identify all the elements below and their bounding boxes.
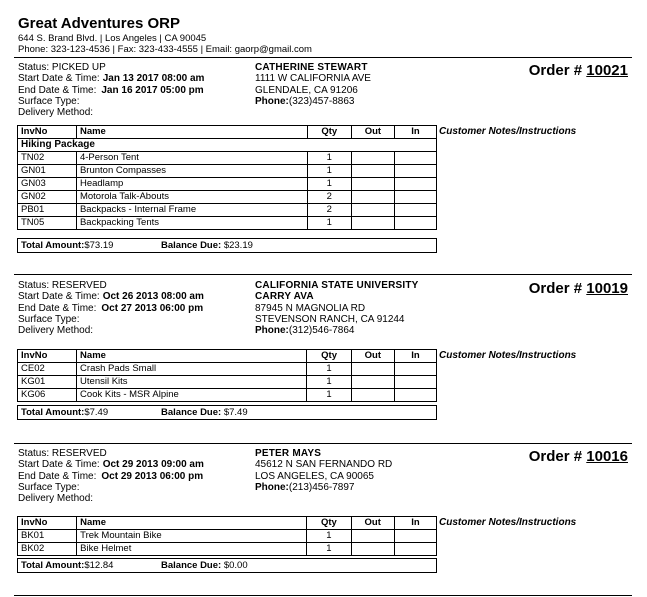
customer-phone: (213)456-7897 xyxy=(288,481,355,493)
customer-contact-name: CARRY AVA xyxy=(255,291,314,303)
item-out-cell[interactable] xyxy=(351,178,394,191)
order-card xyxy=(14,57,632,257)
item-qty: 1 xyxy=(307,152,351,165)
customer-address-2: STEVENSON RANCH, CA 91244 xyxy=(255,313,405,325)
end-value: Oct 27 2013 06:00 pm xyxy=(101,302,204,314)
item-in-cell[interactable] xyxy=(395,152,437,165)
item-invno: BK02 xyxy=(18,543,77,556)
items-table xyxy=(17,349,437,402)
balance-value: $0.00 xyxy=(223,560,248,571)
company-name: Great Adventures ORP xyxy=(18,15,180,32)
col-qty: Qty xyxy=(307,350,351,363)
delivery-label: Delivery Method: xyxy=(18,107,94,119)
order-info xyxy=(18,280,204,336)
item-qty: 2 xyxy=(307,191,351,204)
end-value: Oct 29 2013 06:00 pm xyxy=(101,470,204,482)
item-invno: BK01 xyxy=(18,530,77,543)
totals-bar xyxy=(17,558,437,573)
item-name: Bike Helmet xyxy=(77,543,307,556)
col-out: Out xyxy=(351,517,394,530)
balance-group xyxy=(158,239,253,252)
item-name: Brunton Compasses xyxy=(76,165,307,178)
total-value: $12.84 xyxy=(84,560,114,571)
company-address: 644 S. Brand Blvd. | Los Angeles | CA 90045 xyxy=(18,33,207,44)
item-in-cell[interactable] xyxy=(394,376,436,389)
item-in-cell[interactable] xyxy=(394,543,436,556)
end-label: End Date & Time: xyxy=(18,470,97,482)
item-name: Motorola Talk-Abouts xyxy=(76,191,307,204)
customer-address-2: LOS ANGELES, CA 90065 xyxy=(255,470,374,482)
item-name: Trek Mountain Bike xyxy=(77,530,307,543)
phone-label: Phone: xyxy=(255,325,289,337)
col-name: Name xyxy=(76,126,307,139)
surface-label: Surface Type: xyxy=(18,313,80,325)
order-number-link[interactable]: 10019 xyxy=(586,280,628,297)
order-separator xyxy=(14,443,632,444)
item-qty: 1 xyxy=(307,530,351,543)
item-out-cell[interactable] xyxy=(351,543,394,556)
table-row xyxy=(18,376,437,389)
order-card xyxy=(14,443,632,597)
customer-notes-label: Customer Notes/Instructions xyxy=(439,517,577,528)
item-out-cell[interactable] xyxy=(351,191,394,204)
end-label: End Date & Time: xyxy=(18,302,97,314)
package-name: Hiking Package xyxy=(18,139,437,152)
col-in: In xyxy=(395,126,437,139)
item-in-cell[interactable] xyxy=(394,530,436,543)
order-number xyxy=(529,448,628,465)
start-value: Jan 13 2017 08:00 am xyxy=(102,73,205,85)
customer-phone: (323)457-8863 xyxy=(288,95,355,107)
table-row xyxy=(18,530,437,543)
surface-label: Surface Type: xyxy=(18,95,80,107)
customer-address-1: 87945 N MAGNOLIA RD xyxy=(255,302,366,314)
item-name: Cook Kits - MSR Alpine xyxy=(77,389,307,402)
balance-value: $7.49 xyxy=(223,407,248,418)
item-name: Headlamp xyxy=(76,178,307,191)
item-out-cell[interactable] xyxy=(351,389,394,402)
customer-notes-label: Customer Notes/Instructions xyxy=(439,126,577,137)
balance-label: Balance Due: xyxy=(161,240,222,251)
customer-address-1: 45612 N SAN FERNANDO RD xyxy=(255,459,393,471)
table-row xyxy=(18,152,437,165)
order-number xyxy=(529,280,628,297)
order-status: Status: RESERVED xyxy=(18,448,107,459)
table-row xyxy=(18,165,437,178)
totals-bar xyxy=(17,238,437,253)
col-name: Name xyxy=(77,350,307,363)
order-number xyxy=(529,62,628,79)
item-qty: 2 xyxy=(307,204,351,217)
item-qty: 1 xyxy=(307,363,351,376)
item-out-cell[interactable] xyxy=(351,376,394,389)
order-info xyxy=(18,448,204,504)
item-name: Backpacking Tents xyxy=(76,217,307,230)
item-qty: 1 xyxy=(307,389,351,402)
item-qty: 1 xyxy=(307,165,351,178)
total-label: Total Amount: xyxy=(21,560,85,571)
col-qty: Qty xyxy=(307,517,351,530)
customer-info xyxy=(255,280,419,336)
col-qty: Qty xyxy=(307,126,351,139)
total-label: Total Amount: xyxy=(21,407,85,418)
order-status: Status: RESERVED xyxy=(18,280,107,291)
order-number-link[interactable]: 10016 xyxy=(586,448,628,465)
item-qty: 1 xyxy=(307,543,351,556)
customer-phone: (312)546-7864 xyxy=(288,325,355,337)
item-name: 4-Person Tent xyxy=(76,152,307,165)
order-separator xyxy=(14,57,632,58)
start-label: Start Date & Time: xyxy=(18,291,100,303)
item-name: Crash Pads Small xyxy=(77,363,307,376)
totals-bar xyxy=(17,405,437,420)
col-invno: InvNo xyxy=(18,517,77,530)
item-in-cell[interactable] xyxy=(395,191,437,204)
balance-group xyxy=(158,406,248,419)
item-qty: 1 xyxy=(307,376,351,389)
table-row xyxy=(18,217,437,230)
item-qty: 1 xyxy=(307,178,351,191)
item-invno: CE02 xyxy=(18,363,77,376)
item-invno: TN05 xyxy=(18,217,77,230)
col-in: In xyxy=(394,517,436,530)
total-label: Total Amount: xyxy=(21,240,85,251)
item-invno: TN02 xyxy=(18,152,77,165)
customer-address-2: GLENDALE, CA 91206 xyxy=(255,84,358,96)
order-number-label: Order # xyxy=(528,280,583,297)
table-row xyxy=(18,389,437,402)
item-invno: GN02 xyxy=(18,191,77,204)
delivery-label: Delivery Method: xyxy=(18,493,94,505)
item-in-cell[interactable] xyxy=(395,165,437,178)
order-card xyxy=(14,274,632,424)
company-contact: Phone: 323-123-4536 | Fax: 323-433-4555 | Email: gaorp@gmail.com xyxy=(18,44,312,55)
balance-value: $23.19 xyxy=(223,240,253,251)
item-out-cell[interactable] xyxy=(351,165,394,178)
col-name: Name xyxy=(77,517,307,530)
customer-name: CALIFORNIA STATE UNIVERSITY xyxy=(255,280,419,291)
order-separator xyxy=(14,274,632,275)
start-value: Oct 26 2013 08:00 am xyxy=(102,291,204,303)
table-row xyxy=(18,543,437,556)
package-row xyxy=(18,139,437,152)
customer-notes-label: Customer Notes/Instructions xyxy=(439,350,577,361)
total-value: $73.19 xyxy=(84,240,114,251)
item-out-cell[interactable] xyxy=(351,152,394,165)
phone-label: Phone: xyxy=(255,481,289,493)
delivery-label: Delivery Method: xyxy=(18,325,94,337)
table-row xyxy=(18,204,437,217)
item-in-cell[interactable] xyxy=(395,217,437,230)
col-invno: InvNo xyxy=(18,126,77,139)
balance-label: Balance Due: xyxy=(161,407,222,418)
phone-label: Phone: xyxy=(255,95,289,107)
items-table xyxy=(17,516,437,556)
customer-info xyxy=(255,448,392,493)
item-out-cell[interactable] xyxy=(351,204,394,217)
table-header xyxy=(18,126,437,139)
customer-name: CATHERINE STEWART xyxy=(255,62,368,73)
end-label: End Date & Time: xyxy=(18,84,97,96)
item-qty: 1 xyxy=(307,217,351,230)
order-status: Status: PICKED UP xyxy=(18,62,106,73)
item-name: Utensil Kits xyxy=(77,376,307,389)
order-info xyxy=(18,62,204,118)
customer-name: PETER MAYS xyxy=(255,448,322,459)
item-invno: KG06 xyxy=(18,389,77,402)
table-header xyxy=(18,517,437,530)
item-out-cell[interactable] xyxy=(351,363,394,376)
col-out: Out xyxy=(351,350,394,363)
table-row xyxy=(18,191,437,204)
order-separator xyxy=(14,595,632,596)
balance-label: Balance Due: xyxy=(161,560,222,571)
end-value: Jan 16 2017 05:00 pm xyxy=(101,84,204,96)
item-out-cell[interactable] xyxy=(351,217,394,230)
table-header xyxy=(18,350,437,363)
item-in-cell[interactable] xyxy=(395,178,437,191)
col-out: Out xyxy=(351,126,394,139)
item-invno: PB01 xyxy=(18,204,77,217)
item-in-cell[interactable] xyxy=(395,204,437,217)
surface-label: Surface Type: xyxy=(18,481,80,493)
item-in-cell[interactable] xyxy=(394,363,436,376)
table-row xyxy=(18,363,437,376)
col-invno: InvNo xyxy=(18,350,77,363)
item-invno: GN03 xyxy=(18,178,77,191)
start-label: Start Date & Time: xyxy=(18,459,100,471)
balance-group xyxy=(158,559,248,572)
start-value: Oct 29 2013 09:00 am xyxy=(102,459,204,471)
order-number-link[interactable]: 10021 xyxy=(586,62,628,79)
item-invno: KG01 xyxy=(18,376,77,389)
item-name: Backpacks - Internal Frame xyxy=(76,204,307,217)
start-label: Start Date & Time: xyxy=(18,73,100,85)
items-table xyxy=(17,125,437,230)
order-number-label: Order # xyxy=(528,448,583,465)
item-invno: GN01 xyxy=(18,165,77,178)
col-in: In xyxy=(394,350,436,363)
total-value: $7.49 xyxy=(84,407,109,418)
item-out-cell[interactable] xyxy=(351,530,394,543)
customer-info xyxy=(255,62,371,107)
order-number-label: Order # xyxy=(528,62,583,79)
customer-address-1: 1111 W CALIFORNIA AVE xyxy=(255,73,371,85)
item-in-cell[interactable] xyxy=(394,389,436,402)
table-row xyxy=(18,178,437,191)
